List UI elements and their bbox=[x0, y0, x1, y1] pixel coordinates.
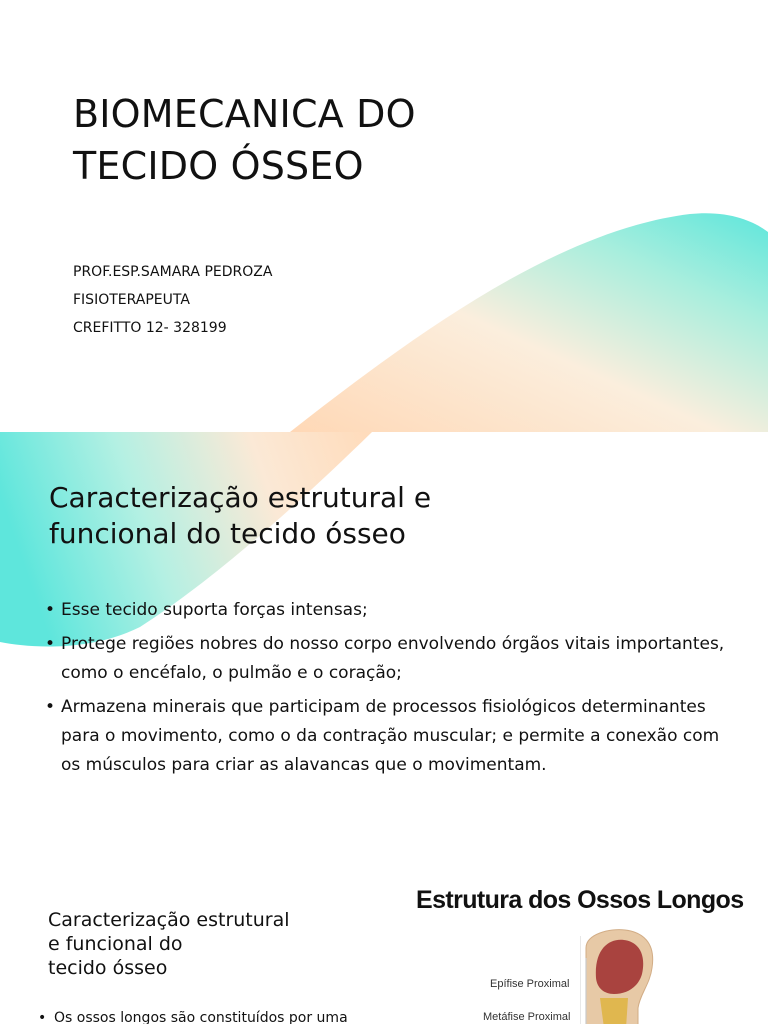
label-metaphysis: Metáfise Proximal bbox=[483, 1011, 571, 1023]
slide-title-line-2: e funcional do bbox=[48, 933, 183, 955]
bullet-item bbox=[44, 596, 734, 625]
bullet-line: Protege regiões nobres do nosso corpo envolvendo órgãos vitais importantes, bbox=[61, 634, 725, 654]
presenter-registration: CREFITTO 12- 328199 bbox=[73, 320, 227, 336]
presentation-title bbox=[73, 88, 416, 192]
decorative-wave-shape bbox=[0, 0, 768, 432]
title-line-1: BIOMECANICA DO bbox=[73, 92, 416, 136]
presenter-info bbox=[73, 258, 272, 342]
bullet-list bbox=[38, 1008, 348, 1024]
figure-title: Estrutura dos Ossos Longos bbox=[416, 886, 744, 914]
bullet-item: • Os ossos longos são constituídos por uma bbox=[38, 1008, 348, 1024]
content-slide-long-bones bbox=[0, 828, 768, 1024]
bullet-item bbox=[44, 693, 734, 780]
bullet-list bbox=[44, 596, 734, 785]
slide-title-line-1: Caracterização estrutural bbox=[48, 909, 290, 931]
slide-title-line-2: funcional do tecido ósseo bbox=[49, 517, 406, 550]
long-bone-figure bbox=[410, 886, 760, 1024]
title-line-2: TECIDO ÓSSEO bbox=[73, 144, 364, 188]
bone-illustration bbox=[580, 928, 670, 1024]
presenter-profession: FISIOTERAPEUTA bbox=[73, 292, 190, 308]
bullet-line: os músculos para criar as alavancas que o movimentam. bbox=[61, 755, 547, 775]
slide-title bbox=[49, 480, 431, 552]
bullet-line: Esse tecido suporta forças intensas; bbox=[61, 600, 368, 620]
bullet-line: Armazena minerais que participam de processos fisiológicos determinantes bbox=[61, 697, 706, 717]
bullet-line: como o encéfalo, o pulmão e o coração; bbox=[61, 663, 402, 683]
slide-title bbox=[48, 908, 290, 980]
label-epiphysis: Epífise Proximal bbox=[490, 978, 570, 990]
title-slide bbox=[0, 0, 768, 432]
slide-title-line-1: Caracterização estrutural e bbox=[49, 481, 432, 514]
content-slide-characterization bbox=[0, 432, 768, 828]
bullet-item bbox=[44, 630, 734, 688]
presenter-name: PROF.ESP.SAMARA PEDROZA bbox=[73, 264, 273, 280]
bullet-line: para o movimento, como o da contração muscular; e permite a conexão com bbox=[61, 726, 720, 746]
slide-title-line-3: tecido ósseo bbox=[48, 957, 168, 979]
